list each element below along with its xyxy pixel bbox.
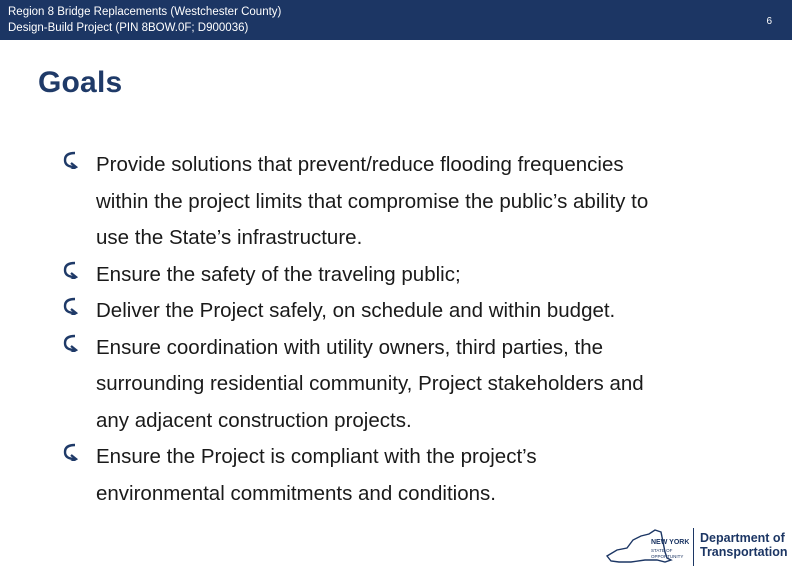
new-york-state-map-icon xyxy=(605,528,689,566)
svg-text:OPPORTUNITY: OPPORTUNITY xyxy=(651,554,684,559)
slide-title: Goals xyxy=(38,66,123,99)
goals-list xyxy=(62,147,782,512)
goal-item-5 xyxy=(62,439,782,512)
goal-item-1 xyxy=(62,147,782,257)
curved-arrow-bullet-icon xyxy=(62,261,78,279)
goal-item-4 xyxy=(62,330,782,440)
header-project-title: Region 8 Bridge Replacements (Westchester County) xyxy=(8,6,282,18)
curved-arrow-bullet-icon xyxy=(62,334,78,352)
goal-text-line: Ensure the safety of the traveling public; xyxy=(96,262,461,286)
department-name xyxy=(700,531,788,559)
logo-divider xyxy=(693,528,694,566)
goal-text-line: environmental commitments and conditions. xyxy=(96,481,496,505)
goal-text-line: Provide solutions that prevent/reduce flooding frequencies xyxy=(96,153,624,176)
curved-arrow-bullet-icon xyxy=(62,297,78,315)
goal-item-2 xyxy=(62,257,782,294)
goal-text-line: any adjacent construction projects. xyxy=(96,408,412,432)
curved-arrow-bullet-icon xyxy=(62,151,78,169)
goal-text-line: surrounding residential community, Project stakeholders and xyxy=(96,372,644,395)
goal-text-line: within the project limits that compromise the public’s ability to xyxy=(96,189,649,213)
page-number: 6 xyxy=(766,16,772,27)
svg-text:STATE OF: STATE OF xyxy=(651,548,673,553)
svg-text:NEW YORK: NEW YORK xyxy=(651,539,689,546)
goal-item-3 xyxy=(62,293,782,330)
goal-text-line: use the State’s infrastructure. xyxy=(96,226,363,249)
curved-arrow-bullet-icon xyxy=(62,443,78,461)
goal-text-line: Ensure the Project is compliant with the project’s xyxy=(96,445,537,468)
nysdot-logo xyxy=(605,526,788,570)
dept-line-2: Transportation xyxy=(700,545,788,559)
dept-line-1: Department of xyxy=(700,531,785,545)
goal-text-line: Ensure coordination with utility owners, third parties, the xyxy=(96,335,604,359)
goal-text-line: Deliver the Project safely, on schedule and within budget. xyxy=(96,299,616,322)
slide-header-bar xyxy=(0,0,792,40)
header-project-id: Design-Build Project (PIN 8BOW.0F; D900036) xyxy=(8,22,249,34)
